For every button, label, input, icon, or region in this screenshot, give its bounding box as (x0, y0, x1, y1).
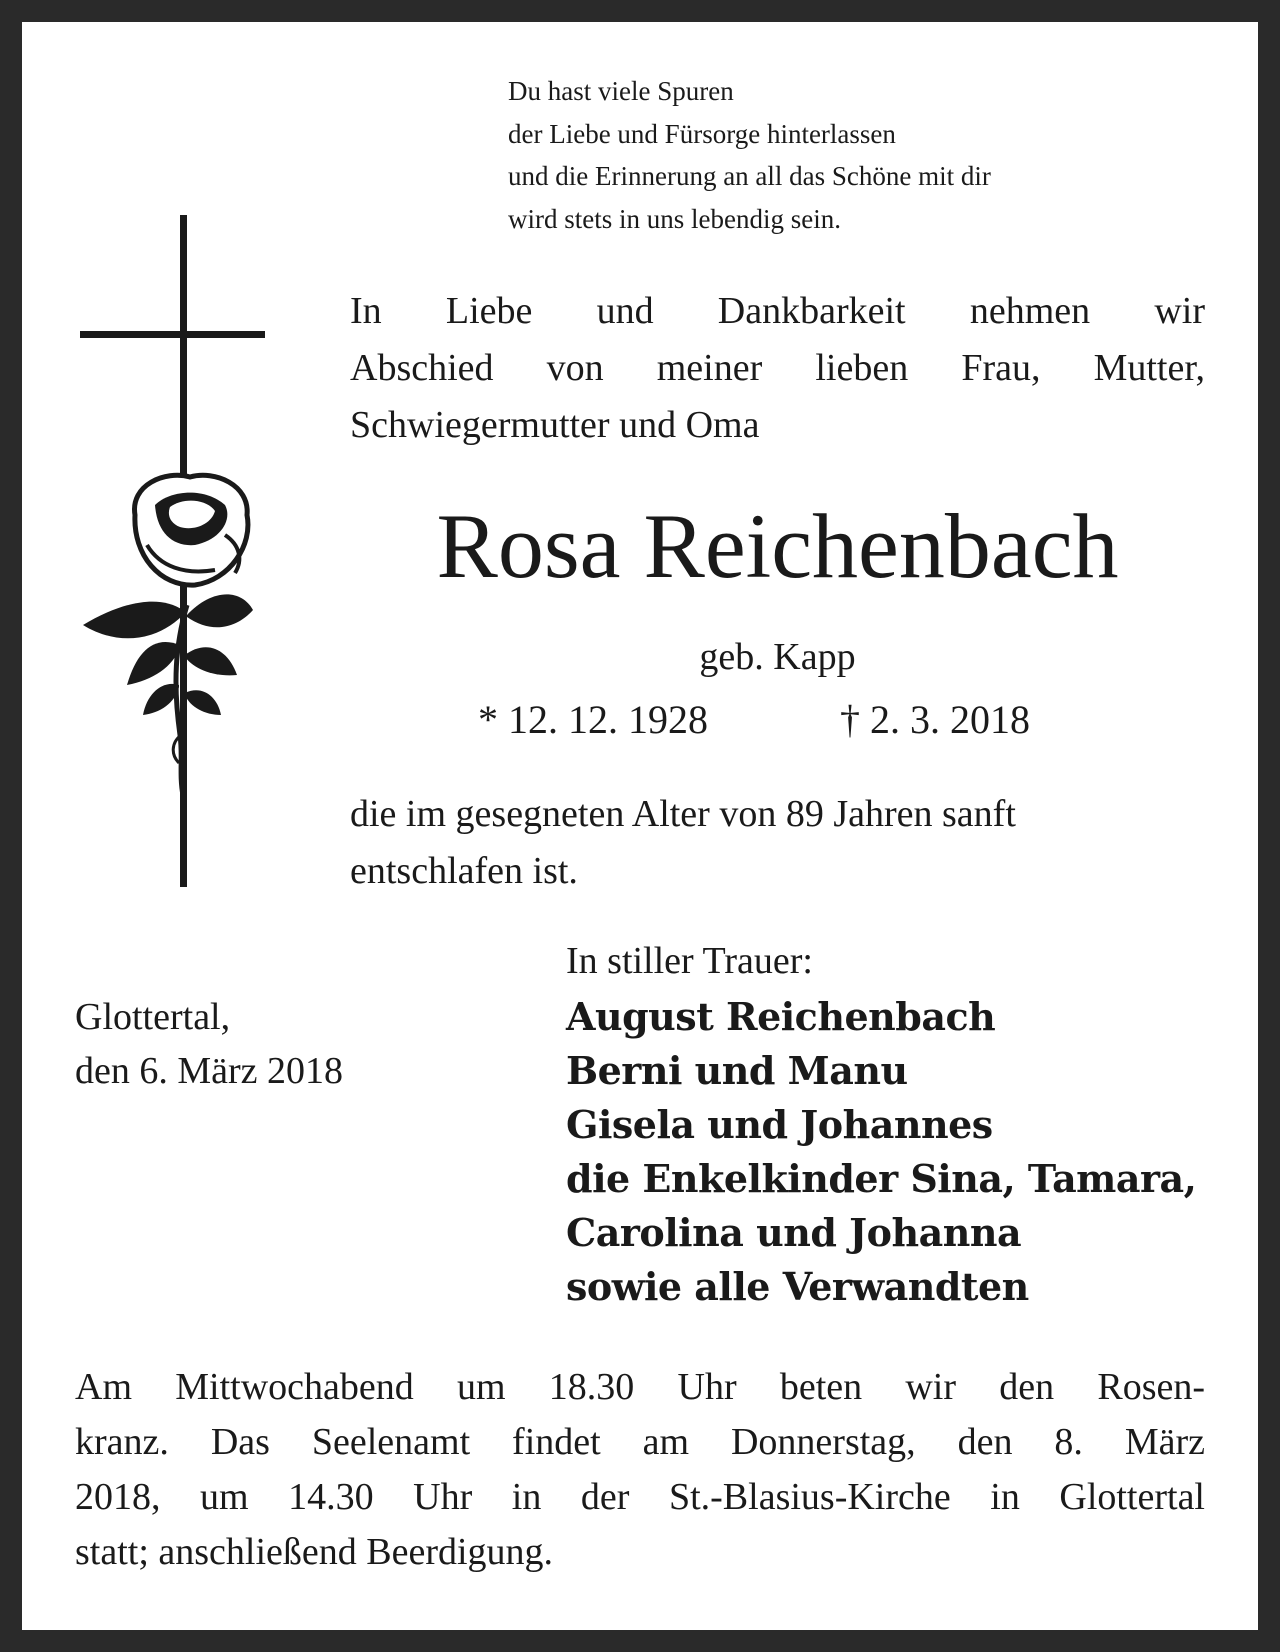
motto-line-4: wird stets in uns lebendig sein. (508, 204, 841, 234)
mourner-line-3: Gisela und Johannes (566, 1102, 993, 1147)
notice-date: den 6. März 2018 (75, 1050, 344, 1092)
mourner-line-6: sowie alle Verwandten (566, 1264, 1029, 1309)
deceased-name: Rosa Reichenbach (436, 495, 1119, 597)
service-line-3: 2018, um 14.30 Uhr in der St.-Blasius-Kirche in Glottertal (75, 1476, 1205, 1518)
motto-line-3: und die Erinnerung an all das Schöne mit dir (508, 161, 991, 191)
maiden-name: geb. Kapp (699, 636, 856, 678)
motto-line-2: der Liebe und Fürsorge hinterlassen (508, 119, 896, 149)
cross-with-rose (75, 215, 265, 895)
intro-line-2: Abschied von meiner lieben Frau, Mutter, (350, 347, 1205, 389)
place: Glottertal, (75, 996, 231, 1038)
service-line-4: statt; anschließend Beerdigung. (75, 1531, 554, 1573)
age-line-2: entschlafen ist. (350, 850, 578, 892)
service-text (75, 1368, 1205, 1588)
birth-date: * 12. 12. 1928 (478, 697, 708, 742)
mourner-line-2: Berni und Manu (566, 1048, 908, 1093)
service-line-2: kranz. Das Seelenamt findet am Donnerstag, den 8. März (75, 1421, 1205, 1463)
intro-text (350, 292, 1205, 463)
rose-icon (83, 475, 253, 795)
mourners-heading: In stiller Trauer: (566, 940, 813, 982)
mourner-line-4: die Enkelkinder Sina, Tamara, (566, 1156, 1197, 1201)
mourner-line-1: August Reichenbach (566, 994, 996, 1039)
intro-line-3: Schwiegermutter und Oma (350, 404, 760, 446)
motto-line-1: Du hast viele Spuren (508, 76, 734, 106)
intro-line-1: In Liebe und Dankbarkeit nehmen wir (350, 290, 1205, 332)
service-line-1: Am Mittwochabend um 18.30 Uhr beten wir den Rosen- (75, 1366, 1205, 1408)
mourner-line-5: Carolina und Johanna (566, 1210, 1022, 1255)
age-line-1: die im gesegneten Alter von 89 Jahren sanft (350, 793, 1016, 835)
death-date: † 2. 3. 2018 (840, 697, 1030, 742)
